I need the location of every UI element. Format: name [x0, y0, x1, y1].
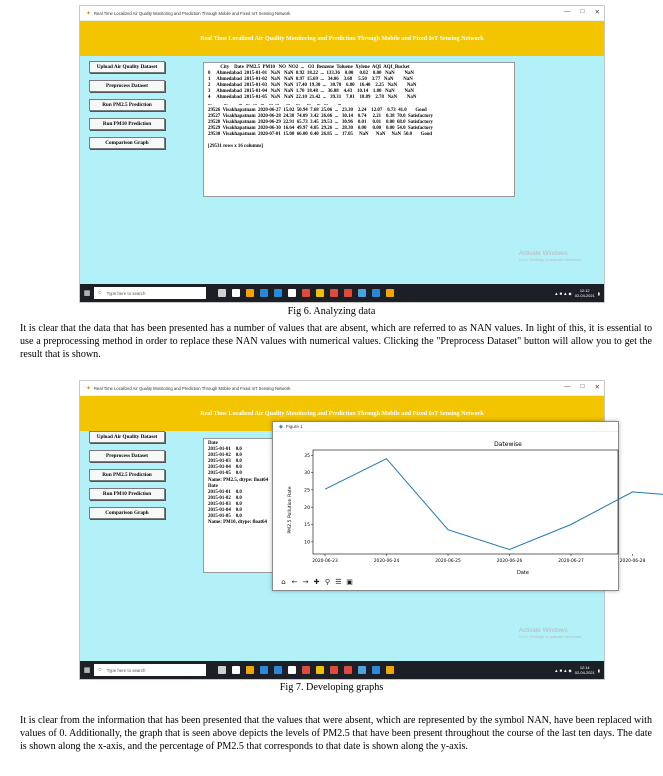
file-explorer-icon[interactable] — [246, 289, 254, 297]
activate-windows-watermark: Activate Windows Go to Settings to activate Windows. — [518, 627, 582, 639]
paragraph-2: It is clear from the information that has been presented that the values that were absent, which are represented by the symbol NAN, have been replaced with values of 0. Additionally, the graph that is seen above depicts the levels of PM2.5 that have been present throughout the course of the last ten days. The date is shown along the x-axis, and the percentage of PM2.5 that corresponds to that date is shown along the y-axis. — [20, 715, 652, 752]
run-pm25-prediction-button[interactable]: Run PM2.5 Prediction — [89, 99, 165, 111]
app-body — [80, 56, 604, 284]
series-points — [325, 459, 663, 550]
feather-icon: ✦ — [86, 10, 92, 17]
configure-icon[interactable]: ☰ — [335, 578, 342, 586]
figure-toolbar — [279, 578, 354, 586]
window-controls — [564, 8, 600, 16]
task-view-icon[interactable] — [232, 289, 240, 297]
x-tick-label: 2020-06-25 — [435, 559, 461, 564]
pdf-icon[interactable] — [344, 666, 352, 674]
taskbar-apps — [218, 666, 394, 674]
output-line: 2015-01-05 0.0 — [208, 514, 242, 520]
y-tick-label: 15 — [304, 523, 310, 529]
home-icon[interactable]: ⌂ — [281, 578, 286, 586]
output-line: 1 Ahmedabad 2015-01-02 NaN NaN 0.97 15.69 ... 34.06 3.68 5.50 3.77 NaN NaN — [208, 77, 413, 83]
run-pm25-prediction-button[interactable]: Run PM2.5 Prediction — [89, 469, 165, 481]
clock[interactable]: 12:14 02-04-2021 — [574, 665, 595, 675]
figure6-screenshot — [79, 5, 605, 303]
output-line: 2015-01-02 0.0 — [208, 453, 242, 459]
output-line: Name: PM10, dtype: float64 — [208, 520, 267, 526]
preprocess-dataset-button[interactable]: Preprocess Dataset — [89, 450, 165, 462]
y-tick-label: 30 — [304, 471, 310, 477]
x-tick-label: 2020-06-27 — [558, 559, 584, 564]
paragraph-1: It is clear that the data that has been presented has a number of values that are absent, which are referred to as NAN values. In light of this, it is essential to use a preprocessing method in order to replace these NAN values with numerical values. Clicking the "Preprocess Dataset" button will allow you to get the result that is shown. — [20, 323, 652, 360]
output-line: 3 Ahmedabad 2015-01-04 NaN NaN 1.70 18.48 ... 36.08 4.43 10.14 1.00 NaN NaN — [208, 89, 414, 95]
output-line: 29528 Visakhapatnam 2020-06-29 22.91 65.73 3.45 29.53 ... 30.96 0.01 0.01 0.00 68.0 Satisfactory — [208, 119, 433, 125]
app-icon[interactable] — [358, 666, 366, 674]
y-axis-label: PM2.5 Pollution Rate — [288, 486, 293, 534]
clock[interactable]: 12:12 02-04-2021 — [574, 288, 595, 298]
output-line: [29531 rows x 16 columns] — [208, 144, 264, 150]
run-pm10-prediction-button[interactable]: Run PM10 Prediction — [89, 488, 165, 500]
upload-dataset-button[interactable]: Upload Air Quality Dataset — [89, 431, 165, 443]
word-icon[interactable] — [372, 666, 380, 674]
python-icon[interactable] — [386, 666, 394, 674]
system-tray — [554, 288, 600, 298]
mic-icon[interactable] — [218, 289, 226, 297]
x-tick-label: 2020-06-24 — [373, 559, 400, 564]
figure-titlebar: ◆ Figure 1 — [273, 422, 618, 432]
save-icon[interactable]: ▣ — [346, 578, 353, 586]
output-line: 2015-01-01 0.0 — [208, 447, 242, 453]
chrome-icon[interactable] — [302, 666, 310, 674]
output-line: 29529 Visakhapatnam 2020-06-30 16.64 49.97 4.05 29.26 ... 28.30 0.00 0.00 0.00 54.0 Satisfactory — [208, 125, 433, 131]
close-button[interactable]: ✕ — [594, 9, 600, 16]
series-line — [325, 459, 663, 550]
upload-dataset-button[interactable]: Upload Air Quality Dataset — [89, 61, 165, 73]
output-line: Name: PM2.5, dtype: float64 — [208, 477, 269, 483]
chart-title: Datewise — [494, 441, 522, 448]
window-titlebar — [80, 6, 604, 21]
comparison-graph-button[interactable]: Comparison Graph — [89, 507, 165, 519]
task-view-icon[interactable] — [232, 666, 240, 674]
store-icon[interactable] — [260, 289, 268, 297]
y-axis — [304, 453, 313, 546]
x-tick-label: 2020-06-26 — [496, 559, 523, 564]
chrome-icon[interactable] — [302, 289, 310, 297]
folder-icon[interactable] — [316, 289, 324, 297]
output-line: 2015-01-03 0.0 — [208, 501, 242, 507]
window-titlebar — [80, 381, 604, 396]
search-icon: ○ — [98, 290, 102, 296]
word-icon[interactable] — [372, 289, 380, 297]
output-line: 2015-01-05 0.0 — [208, 471, 242, 477]
windows-start-icon[interactable]: ▦ — [83, 290, 91, 297]
comparison-graph-button[interactable]: Comparison Graph — [89, 137, 165, 149]
taskbar — [80, 661, 604, 679]
tray-icons[interactable]: ▲ ■ ▲ ◆ — [554, 667, 572, 673]
app-icon[interactable] — [330, 666, 338, 674]
window-title: Real Time Localized Air Quality Monitoring and Prediction Through Mobile and Fixed IoT Sensing Network — [94, 385, 291, 391]
taskbar-search-input[interactable]: ○ Type here to search — [94, 287, 206, 299]
pdf-icon[interactable] — [344, 289, 352, 297]
x-axis-label: Date — [517, 570, 529, 576]
output-line: 0 Ahmedabad 2015-01-01 NaN NaN 0.92 18.22 ... 133.36 0.00 0.02 0.00 NaN NaN — [208, 71, 414, 77]
output-line: 2015-01-02 0.0 — [208, 495, 242, 501]
y-tick-label: 35 — [304, 453, 310, 459]
plot-border — [313, 450, 618, 554]
system-tray — [554, 665, 600, 675]
mail-icon[interactable] — [288, 289, 296, 297]
x-axis — [312, 554, 663, 564]
output-line: 29527 Visakhapatnam 2020-06-28 24.38 74.09 3.42 26.06 ... 30.14 0.74 2.21 0.38 70.0 Satisfactory — [208, 113, 433, 119]
pm25-line-chart — [273, 432, 646, 577]
app-banner: Real Time Localized Air Quality Monitoring and Prediction Through Mobile and Fixed IoT Sensing Network — [80, 396, 604, 432]
output-line: ... ... ... ... ... ... ... ... ... ... ... ... ... ... — [208, 101, 342, 107]
output-line: 2015-01-03 0.0 — [208, 459, 242, 465]
output-line: 2015-01-01 0.0 — [208, 489, 242, 495]
search-icon: ○ — [98, 667, 102, 673]
forward-arrow-icon[interactable]: → — [302, 578, 309, 586]
pan-icon[interactable]: ✚ — [313, 578, 320, 586]
y-tick-label: 20 — [304, 505, 310, 511]
y-tick-label: 25 — [304, 488, 310, 494]
output-line: 29526 Visakhapatnam 2020-06-27 15.02 50.94 7.68 25.06 ... 23.30 2.24 12.07 0.73 41.0 Good — [208, 107, 427, 113]
x-tick-label: 2020-06-23 — [312, 559, 338, 564]
close-button[interactable]: ✕ — [594, 384, 600, 391]
mic-icon[interactable] — [218, 666, 226, 674]
output-line: 4 Ahmedabad 2015-01-05 NaN NaN 22.10 21.42 ... 39.31 7.01 18.89 2.78 NaN NaN — [208, 95, 417, 101]
plot-frame — [313, 450, 618, 554]
store-icon[interactable] — [260, 666, 268, 674]
activate-windows-watermark: Activate Windows Go to Settings to activate Windows. — [518, 250, 582, 262]
output-text-area[interactable] — [203, 62, 515, 197]
taskbar — [80, 284, 604, 302]
output-line: 29530 Visakhapatnam 2020-07-01 15.00 66.00 0.40 26.85 ... 17.05 NaN NaN NaN 50.0 Good — [208, 132, 433, 138]
output-line: 2015-01-04 0.0 — [208, 465, 242, 471]
folder-icon[interactable] — [316, 666, 324, 674]
output-line: City Date PM2.5 PM10 NO NO2 ... O3 Benzene Toluene Xylene AQI AQI_Bucket — [208, 65, 410, 70]
output-text-area[interactable] — [203, 438, 279, 573]
output-line: Date — [208, 483, 218, 489]
minimize-button[interactable]: — — [564, 383, 571, 390]
x-tick-label: 2020-06-28 — [619, 559, 646, 564]
file-explorer-icon[interactable] — [246, 666, 254, 674]
windows-start-icon[interactable]: ▦ — [83, 667, 91, 674]
app-icon[interactable] — [330, 289, 338, 297]
back-arrow-icon[interactable]: ← — [291, 578, 298, 586]
taskbar-search-input[interactable]: ○ Type here to search — [94, 664, 206, 676]
tray-icons[interactable]: ▲ ■ ▲ ◆ — [554, 290, 572, 296]
figure-icon: ◆ — [279, 423, 283, 430]
python-icon[interactable] — [386, 289, 394, 297]
matplotlib-figure-window[interactable] — [272, 421, 646, 591]
minimize-button[interactable]: — — [564, 8, 571, 15]
feather-icon: ✦ — [86, 385, 92, 392]
notification-icon[interactable]: ▮ — [597, 667, 600, 673]
maximize-button[interactable]: □ — [580, 8, 585, 15]
mail-icon[interactable] — [288, 666, 296, 674]
zoom-icon[interactable]: ⚲ — [324, 578, 331, 586]
window-title: Real Time Localized Air Quality Monitoring and Prediction Through Mobile and Fixed IoT Sensing Network — [94, 10, 291, 16]
edge-icon[interactable] — [274, 289, 282, 297]
output-line: Date — [208, 441, 218, 446]
app-icon[interactable] — [358, 289, 366, 297]
output-line: 2 Ahmedabad 2015-01-03 NaN NaN 17.40 19.30 ... 30.70 6.80 16.40 2.25 NaN NaN — [208, 83, 417, 89]
taskbar-apps — [218, 289, 394, 297]
y-tick-label: 10 — [304, 540, 310, 546]
maximize-button[interactable]: □ — [580, 383, 585, 390]
run-pm10-prediction-button[interactable]: Run PM10 Prediction — [89, 118, 165, 130]
app-banner: Real Time Localized Air Quality Monitoring and Prediction Through Mobile and Fixed IoT Sensing Network — [80, 21, 604, 57]
figure6-caption: Fig 6. Analyzing data — [287, 306, 376, 317]
window-controls — [564, 383, 600, 391]
output-line: 2015-01-04 0.0 — [208, 508, 242, 514]
figure7-caption: Fig 7. Developing graphs — [279, 682, 384, 693]
preprocess-dataset-button[interactable]: Preprocess Dataset — [89, 80, 165, 92]
edge-icon[interactable] — [274, 666, 282, 674]
notification-icon[interactable]: ▮ — [597, 290, 600, 296]
